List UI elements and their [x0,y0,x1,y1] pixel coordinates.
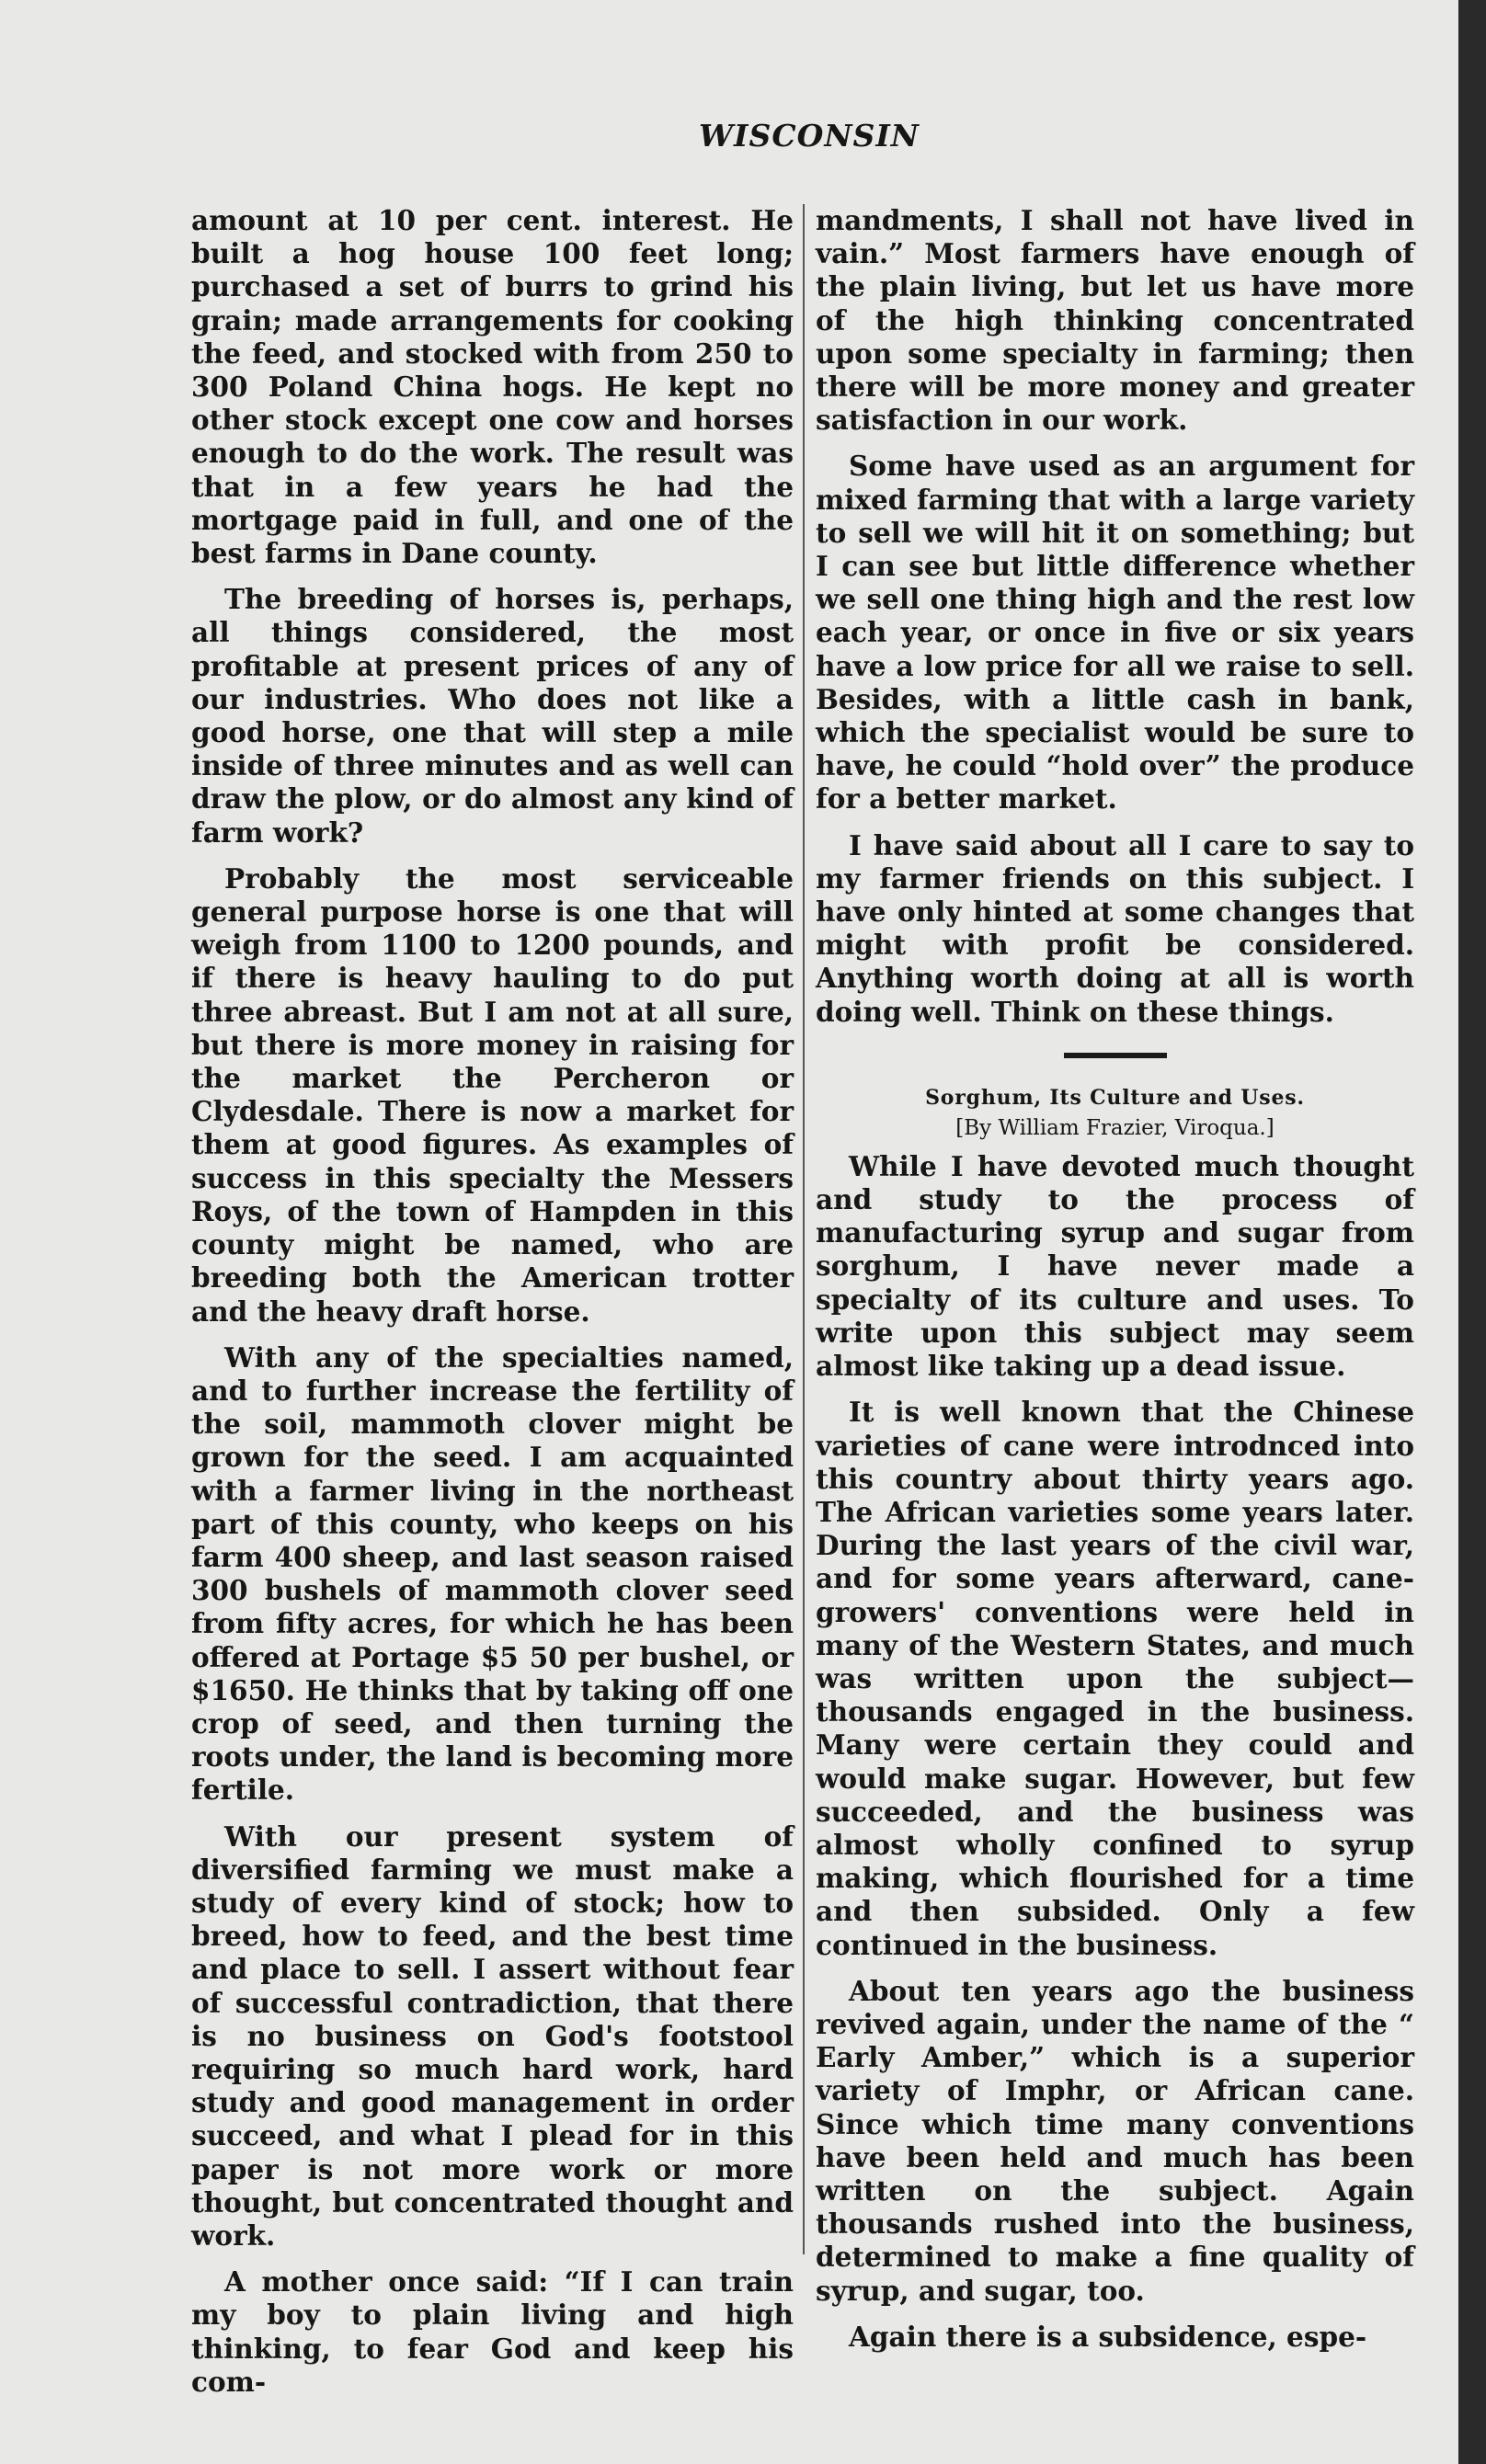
paragraph: It is well known that the Chinese varieties of cane were introdnced into this country about thirty years ago. The African varieties some years later. During the last years of the civil war, and for some years afterward, cane-growers' conventions were held in many of the Western States, and much was written upon the subject—thousands engaged in the business. Many were certain they could and would make sugar. However, but few succeeded, and the business was almost wholly confined to syrup making, which flourished for a time and then subsided. Only a few continued in the business. [816,1396,1414,1961]
running-head: WISCONSIN [699,118,920,154]
column-divider [803,204,805,2254]
article-title: Sorghum, Its Culture and Uses. [925,1085,1305,1110]
left-column [191,204,794,2412]
paragraph: The breeding of horses is, perhaps, all things considered, the most profitable at present prices of any of our industries. Who does not like a good horse, one that will step a mile inside of three minutes and as well can draw the plow, or do almost any kind of farm work? [191,583,794,849]
paragraph: amount at 10 per cent. interest. He built a hog house 100 feet long; purchased a set of burrs to grind his grain; made arrangements for cooking the feed, and stocked with from 250 to 300 Poland China hogs. He kept no other stock except one cow and horses enough to do the work. The result was that in a few years he had the mortgage paid in full, and one of the best farms in Dane county. [191,204,794,570]
paragraph: Again there is a subsidence, espe- [849,2320,1367,2353]
paragraph: While I have devoted much thought and study to the process of manufacturing syrup and sugar from sorghum, I have never made a specialty of its culture and uses. To write upon this subject may seem almost like taking up a dead issue. [816,1149,1414,1383]
paragraph: Some have used as an argument for mixed farming that with a large variety to sell we will hit it on something; but I can see but little difference whether we sell one thing high and the rest low each year, or once in five or six years have a low price for all we raise to sell. Besides, with a little cash in bank, which the specialist would be sure to have, he could “hold over” the produce for a better market. [816,450,1414,816]
section-separator [1064,1053,1167,1058]
article-byline: [By William Frazier, Viroqua.] [955,1115,1275,1140]
paragraph: I have said about all I care to say to my farmer friends on this subject. I have only hinted at some changes that might with profit be considered. Anything worth doing at all is worth doing well. Think on these things. [816,828,1414,1028]
paragraph: mandments, I shall not have lived in vain.” Most farmers have enough of the plain living, but let us have more of the high thinking concentrated upon some specialty in farming; then there will be more money and greater satisfaction in our work. [816,204,1414,437]
paragraph: With our present system of diversified farming we must make a study of every kind of stock; how to breed, how to feed, and the best time and place to sell. I assert without fear of successful contradiction, that there is no business on God's footstool requiring so much hard work, hard study and good management in order succeed, and what I plead for in this paper is not more work or more thought, but concentrated thought and work. [191,1819,794,2252]
paragraph: With any of the specialties named, and to further increase the fertility of the soil, mammoth clover might be grown for the seed. I am acquainted with a farmer living in the northeast part of this county, who keeps on his farm 400 sheep, and last season raised 300 bushels of mammoth clover seed from fifty acres, for which he has been offered at Portage $5 50 per bushel, or $1650. He thinks that by taking off one crop of seed, and then turning the roots under, the land is becoming more fertile. [191,1340,794,1807]
paragraph: About ten years ago the business revived again, under the name of the “ Early Amber,” which is a superior variety of Imphr, or African cane. Since which time many conventions have been held and much has been written on the subject. Again thousands rushed into the business, determined to make a fine quality of syrup, and sugar, too. [816,1974,1414,2307]
paragraph: A mother once said: “If I can train my boy to plain living and high thinking, to fear God and keep his com- [191,2265,794,2398]
scan-edge [1458,0,1486,2464]
paragraph: Probably the most serviceable general purpose horse is one that will weigh from 1100 to 1200 pounds, and if there is heavy hauling to do put three abreast. But I am not at all sure, but there is more money in raising for the market the Percheron or Clydesdale. There is now a market for them at good figures. As examples of success in this specialty the Messers Roys, of the town of Hampden in this county might be named, who are breeding both the American trotter and the heavy draft horse. [191,861,794,1328]
right-column [816,204,1414,2367]
